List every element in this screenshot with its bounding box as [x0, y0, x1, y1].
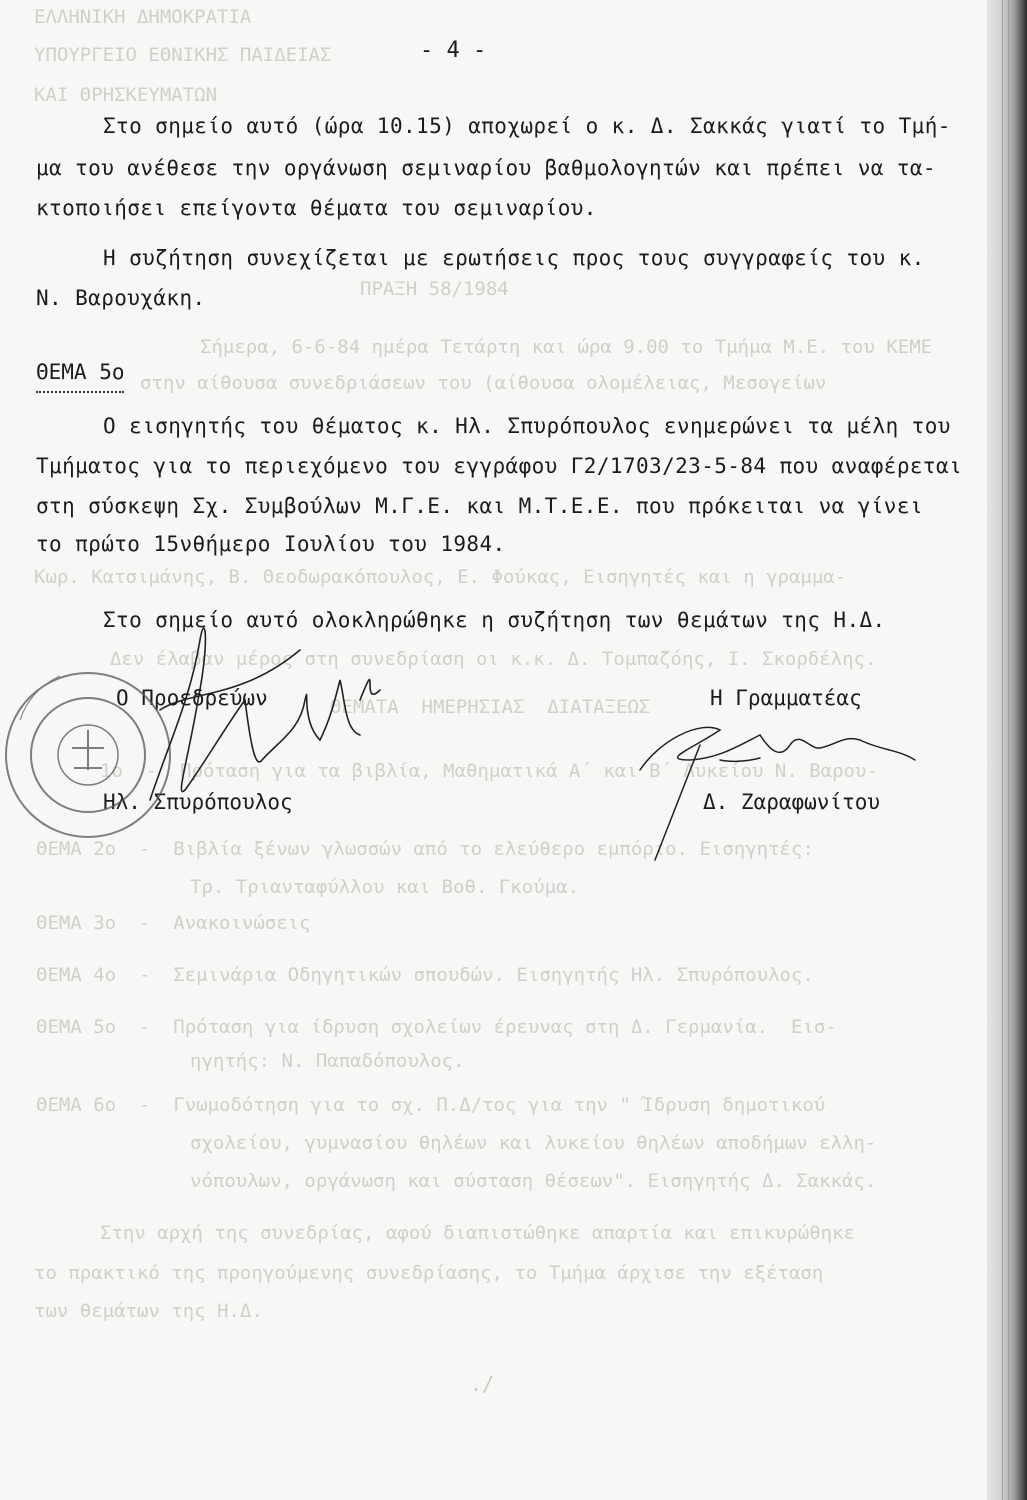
- show-through-text: των θεμάτων της Η.Δ.: [34, 1300, 263, 1322]
- secretary-signature: [640, 727, 915, 860]
- show-through-text: Τρ. Τριανταφύλλου και Βοθ. Γκούμα.: [190, 876, 579, 898]
- section-heading: ΘΕΜΑ 5ο: [36, 360, 125, 384]
- page-number: - 4 -: [420, 38, 487, 63]
- page-edge-line: [1014, 0, 1015, 1500]
- secretary-name: Δ. Ζαραφωνίτου: [703, 790, 881, 814]
- paragraph-line: Ο εισηγητής του θέματος κ. Ηλ. Σπυρόπουλος ενημερώνει τα μέλη του: [103, 414, 951, 438]
- show-through-text: το πρακτικό της προηγούμενης συνεδρίασης, το Τμήμα άρχισε την εξέταση: [34, 1262, 824, 1284]
- page-edge-line: [1008, 0, 1009, 1500]
- paragraph-line: Ν. Βαρουχάκη.: [36, 286, 206, 310]
- show-through-text: ΘΕΜΑΤΑ ΗΜΕΡΗΣΙΑΣ ΔΙΑΤΑΞΕΩΣ: [330, 696, 651, 718]
- chair-title: Ο Προεδρεύων: [116, 686, 268, 710]
- show-through-text: 1ο - Πρόταση για τα βιβλία, Μαθηματικά Α΄ και Β΄ Λυκείου Ν. Βαρου-: [100, 760, 878, 782]
- end-mark: ./: [470, 1372, 495, 1396]
- show-through-text: Κωρ. Κατσιμάνης, Β. Θεοδωρακόπουλος, Ε. Φούκας, Εισηγητές και η γραμμα-: [34, 566, 847, 588]
- paragraph-line: Η συζήτηση συνεχίζεται με ερωτήσεις προς τους συγγραφείς του κ.: [103, 246, 925, 270]
- show-through-text: ΚΑΙ ΘΡΗΣΚΕΥΜΑΤΩΝ: [34, 84, 218, 106]
- show-through-text: ΘΕΜΑ 6ο - Γνωμοδότηση για το σχ. Π.Δ/τος για την " Ίδρυση δημοτικού: [36, 1094, 826, 1116]
- official-stamp: [6, 673, 170, 837]
- paragraph-line: Στο σημείο αυτό (ώρα 10.15) αποχωρεί ο κ. Δ. Σακκάς γιατί το Τμή-: [103, 114, 951, 138]
- show-through-text: ΥΠΟΥΡΓΕΙΟ ΕΘΝΙΚΗΣ ΠΑΙΔΕΙΑΣ: [34, 44, 332, 66]
- secretary-title: Η Γραμματέας: [710, 686, 862, 710]
- show-through-text: ΘΕΜΑ 5ο - Πρόταση για ίδρυση σχολείων έρευνας στη Δ. Γερμανία. Εισ-: [36, 1016, 837, 1038]
- page-edge: [987, 0, 1027, 1500]
- chair-signature: [150, 628, 380, 800]
- show-through-text: ΘΕΜΑ 3ο - Ανακοινώσεις: [36, 912, 311, 934]
- show-through-text: ηγητής: Ν. Παπαδόπουλος.: [190, 1050, 465, 1072]
- paragraph-line: το πρώτο 15νθήμερο Ιουλίου του 1984.: [36, 532, 506, 556]
- show-through-text: ΠΡΑΞΗ 58/1984: [360, 278, 509, 300]
- show-through-text: στην αίθουσα συνεδριάσεων του (αίθουσα ολομέλειας, Μεσογείων: [140, 372, 827, 394]
- show-through-text: Σήμερα, 6-6-84 ημέρα Τετάρτη και ώρα 9.00 το Τμήμα Μ.Ε. του ΚΕΜΕ: [200, 336, 933, 358]
- paragraph-line: Στο σημείο αυτό ολοκληρώθηκε η συζήτηση των θεμάτων της Η.Δ.: [103, 608, 886, 632]
- show-through-text: Στην αρχή της συνεδρίας, αφού διαπιστώθηκε απαρτία και επικυρώθηκε: [100, 1222, 855, 1244]
- show-through-text: σχολείου, γυμνασίου θηλέων και λυκείου θηλέων αποδήμων ελλη-: [190, 1132, 877, 1154]
- paragraph-line: μα του ανέθεσε την οργάνωση σεμιναρίου βαθμολογητών και πρέπει να τα-: [36, 156, 936, 180]
- show-through-text: ΘΕΜΑ 4ο - Σεμινάρια Οδηγητικών σπουδών. Εισηγητής Ηλ. Σπυρόπουλος.: [36, 964, 814, 986]
- paragraph-line: στη σύσκεψη Σχ. Συμβούλων Μ.Γ.Ε. και Μ.Τ.Ε.Ε. που πρόκειται να γίνει: [36, 494, 923, 518]
- show-through-text: ΕΛΛΗΝΙΚΗ ΔΗΜΟΚΡΑΤΙΑ: [34, 6, 252, 28]
- show-through-text: Δεν έλαβαν μέρος στη συνεδρίαση οι κ.κ. Δ. Τομπαζόης, Ι. Σκορδέλης.: [110, 648, 877, 670]
- chair-name: Ηλ. Σπυρόπουλος: [103, 790, 293, 814]
- show-through-text: ΘΕΜΑ 2ο - Βιβλία ξένων γλωσσών από το ελεύθερο εμπόριο. Εισηγητές:: [36, 838, 814, 860]
- show-through-text: νόπουλων, οργάνωση και σύσταση θέσεων". Εισηγητής Δ. Σακκάς.: [190, 1170, 877, 1192]
- paragraph-line: Τμήματος για το περιεχόμενο του εγγράφου Γ2/1703/23-5-84 που αναφέρεται: [36, 454, 963, 478]
- paragraph-line: κτοποιήσει επείγοντα θέματα του σεμιναρίου.: [36, 196, 597, 220]
- page-edge-line: [1002, 0, 1003, 1500]
